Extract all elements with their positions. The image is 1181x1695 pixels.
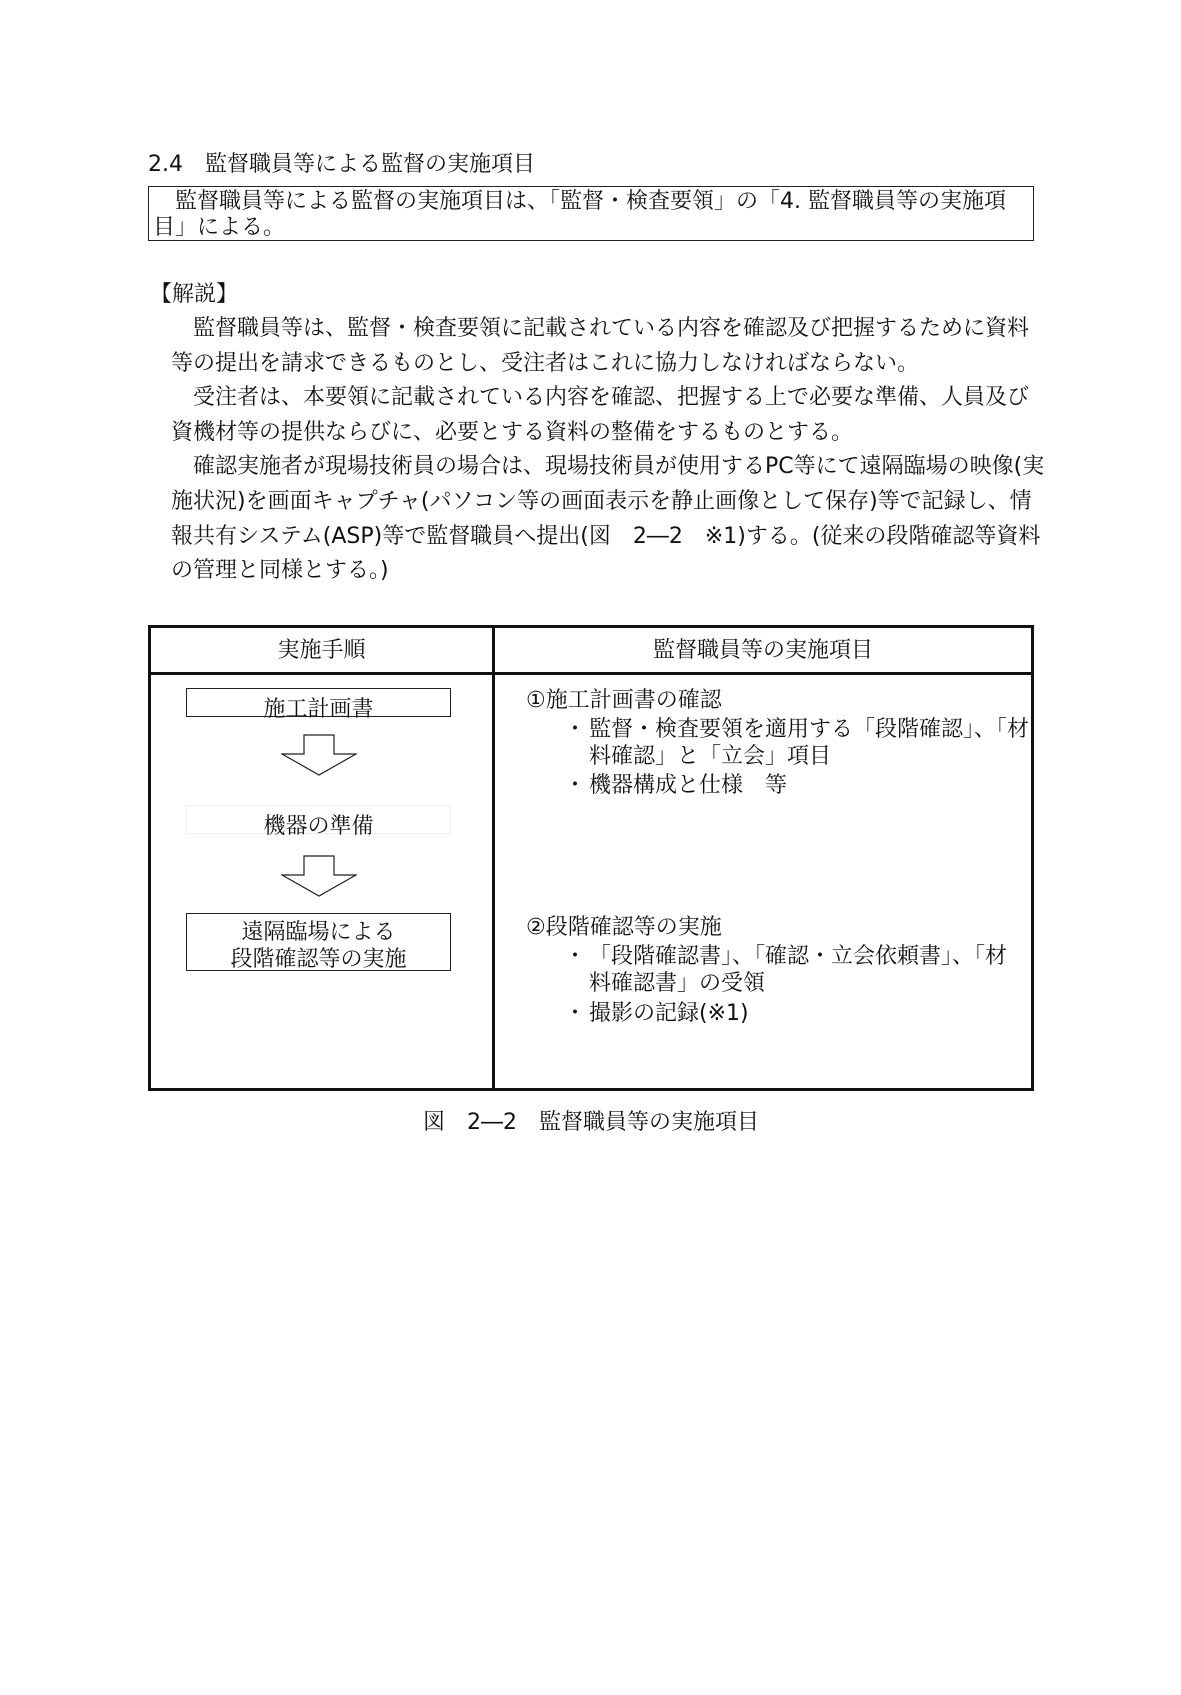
paragraph-line: 確認実施者が現場技術員の場合は、現場技術員が使用するPC等にて遠隔臨場の映像(実 bbox=[171, 454, 1045, 479]
bullet-text: 監督・検査要領を適用する「段階確認」、「材 bbox=[589, 717, 1030, 742]
bullet-mark: ・ bbox=[564, 1001, 587, 1026]
bullet-text: 「段階確認書」、「確認・立会依頼書」、「材 bbox=[589, 944, 1008, 969]
paragraph-line: 受注者は、本要領に記載されている内容を確認、把握する上で必要な準備、人員及び bbox=[171, 385, 1030, 410]
summary-box bbox=[148, 186, 1034, 241]
figure-caption: 図 2―2 監督職員等の実施項目 bbox=[423, 1110, 759, 1135]
item-title: ①施工計画書の確認 bbox=[526, 688, 722, 713]
summary-line: 目」による。 bbox=[153, 215, 286, 240]
paragraph-line: の管理と同様とする。) bbox=[171, 558, 389, 583]
step-construction-plan bbox=[186, 688, 451, 722]
bullet-text: 料確認書」の受領 bbox=[589, 971, 766, 996]
paragraph-line: 監督職員等は、監督・検査要領に記載されている内容を確認及び把握するために資料 bbox=[171, 316, 1030, 341]
bullet-text: 撮影の記録(※1) bbox=[589, 1001, 749, 1026]
bullet-mark: ・ bbox=[564, 944, 587, 969]
summary-line: 監督職員等による監督の実施項目は、「監督・検査要領」の「4. 監督職員等の実施項 bbox=[153, 189, 1006, 214]
step-label: 段階確認等の実施 bbox=[230, 947, 407, 972]
down-arrow-icon bbox=[281, 855, 357, 897]
step-remote-inspection bbox=[186, 913, 451, 971]
step-label: 機器の準備 bbox=[263, 814, 374, 839]
down-arrow-icon bbox=[281, 734, 357, 776]
paragraph-line: 等の提出を請求できるものとし、受注者はこれに協力しなければならない。 bbox=[171, 351, 920, 376]
paragraph-line: 資機材等の提供ならびに、必要とする資料の整備をするものとする。 bbox=[171, 420, 854, 445]
header-items: 監督職員等の実施項目 bbox=[652, 638, 873, 663]
paragraph-line: 施状況)を画面キャプチャ(パソコン等の画面表示を静止画像として保存)等で記録し、情 bbox=[171, 489, 1032, 514]
commentary-label: 【解説】 bbox=[150, 282, 239, 307]
item-title: ②段階確認等の実施 bbox=[526, 915, 722, 940]
bullet-text: 料確認」と「立会」項目 bbox=[589, 744, 832, 769]
header-divider bbox=[151, 672, 1031, 675]
step-label: 施工計画書 bbox=[263, 697, 374, 722]
bullet-mark: ・ bbox=[564, 717, 587, 742]
paragraph-line: 報共有システム(ASP)等で監督職員へ提出(図 2―2 ※1)する。(従来の段階確認等資料 bbox=[171, 524, 1041, 549]
bullet-mark: ・ bbox=[564, 773, 587, 798]
step-label: 遠隔臨場による bbox=[241, 920, 396, 945]
step-equipment-prep bbox=[186, 805, 451, 839]
column-divider bbox=[492, 628, 495, 1088]
header-procedure: 実施手順 bbox=[277, 638, 366, 663]
section-heading: 2.4 監督職員等による監督の実施項目 bbox=[148, 152, 535, 177]
bullet-text: 機器構成と仕様 等 bbox=[589, 773, 788, 798]
